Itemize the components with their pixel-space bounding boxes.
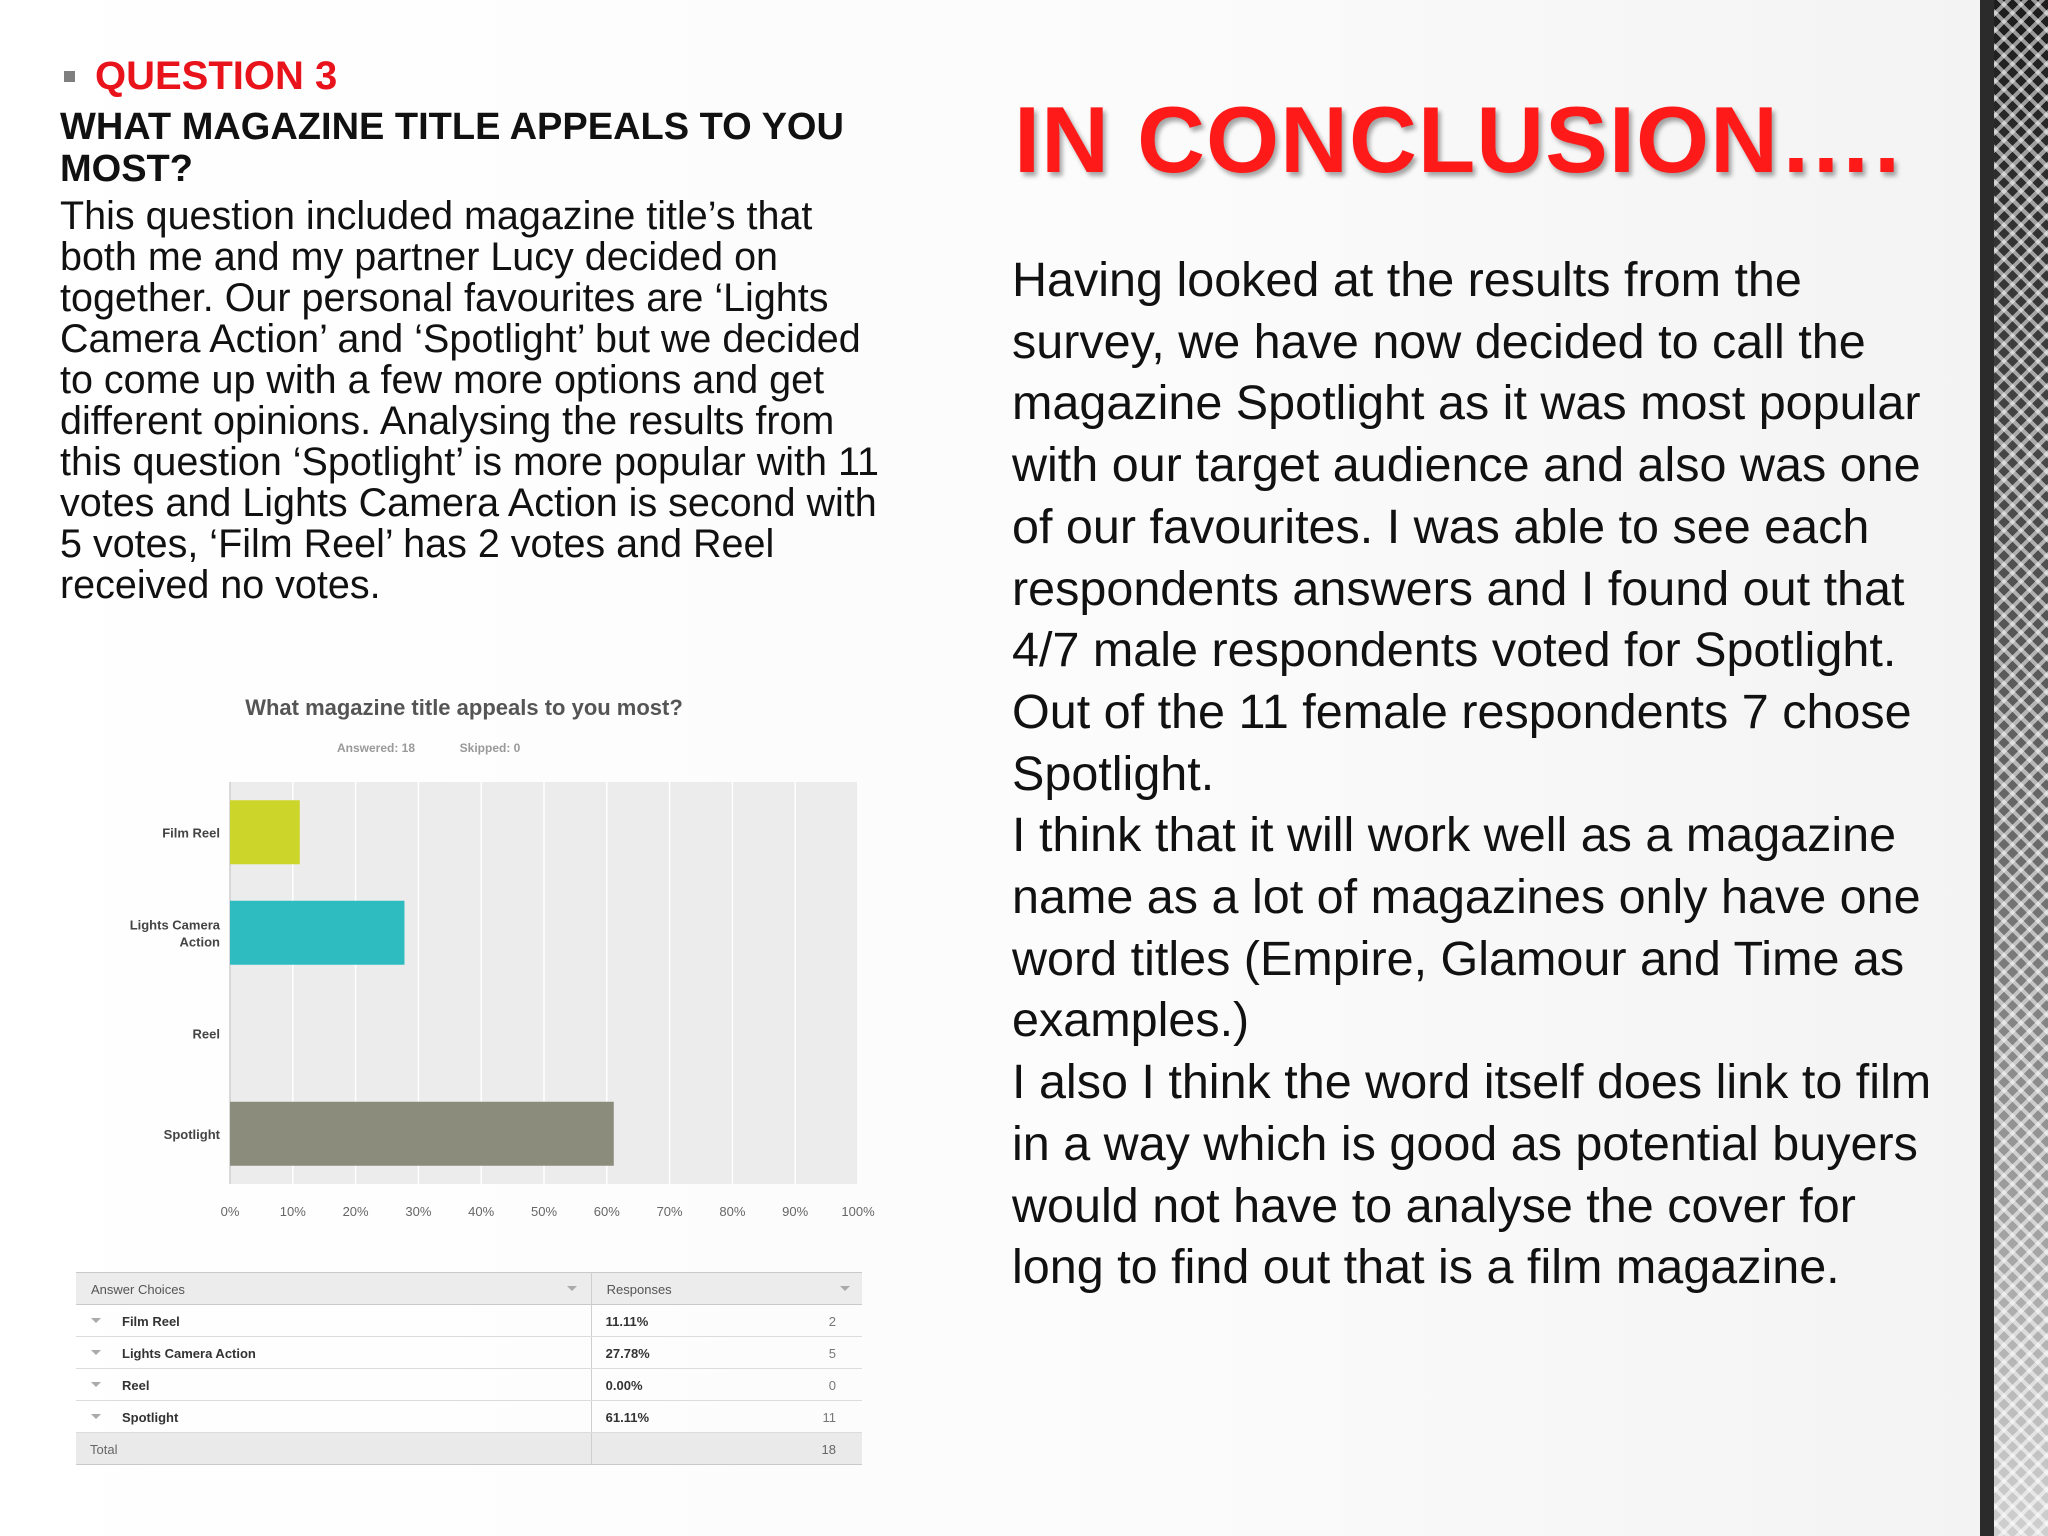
x-tick-label: 50% bbox=[530, 1204, 558, 1219]
bar bbox=[230, 1102, 614, 1166]
response-percent: 61.11% bbox=[605, 1410, 650, 1425]
question-description: This question included magazine title’s that both me and my partner Lucy decided on together. Our personal favourites are ‘Lights Camera Action’ and ‘Spotlight’ but we decided to come up with a few more options and get different opinions. Analysing the results from this question ‘Spotlight’ is more popular with 11 votes and Lights Camera Action is second with 5 votes, ‘Film Reel’ has 2 votes and Reel received no votes. bbox=[60, 194, 879, 607]
table-total-row bbox=[76, 1433, 862, 1465]
bar-chart bbox=[76, 680, 875, 1220]
answer-choices-header[interactable] bbox=[76, 1273, 591, 1305]
survey-chart bbox=[76, 680, 875, 1220]
square-bullet-icon bbox=[64, 71, 75, 82]
response-cell bbox=[591, 1401, 862, 1433]
edge-pattern bbox=[1994, 0, 2048, 1536]
conclusion-text bbox=[1012, 250, 1932, 1299]
response-percent: 0.00% bbox=[605, 1378, 643, 1393]
answer-choice: Reel bbox=[122, 1378, 150, 1393]
category-label: Reel bbox=[192, 1026, 220, 1042]
answer-choice: Film Reel bbox=[122, 1314, 180, 1329]
responses-table bbox=[76, 1272, 862, 1465]
table-header bbox=[76, 1273, 862, 1305]
question-number: QUESTION 3 bbox=[95, 53, 338, 98]
x-tick-label: 0% bbox=[220, 1204, 240, 1219]
response-count: 11 bbox=[822, 1410, 836, 1425]
category-label: Spotlight bbox=[163, 1126, 220, 1142]
total-value-cell bbox=[591, 1433, 862, 1465]
x-tick-label: 70% bbox=[656, 1204, 683, 1219]
question-header bbox=[60, 52, 890, 100]
table-row bbox=[76, 1401, 862, 1433]
chart-title: What magazine title appeals to you most? bbox=[245, 695, 683, 720]
response-cell bbox=[591, 1337, 862, 1369]
response-count: 5 bbox=[828, 1346, 836, 1361]
x-tick-label: 60% bbox=[593, 1204, 620, 1219]
conclusion-paragraph: I think that it will work well as a magazine name as a lot of magazines only have one word titles (Empire, Glamour and Time as examples.) bbox=[1012, 808, 1921, 1048]
question-title: WHAT MAGAZINE TITLE APPEALS TO YOU MOST? bbox=[60, 106, 844, 190]
edge-rail bbox=[1980, 0, 1994, 1536]
chart-skipped: Skipped: 0 bbox=[459, 741, 521, 755]
answer-choice-cell bbox=[76, 1401, 591, 1433]
answer-choice-cell bbox=[76, 1337, 591, 1369]
chart-answered: Answered: 18 bbox=[336, 741, 416, 755]
total-value: 18 bbox=[821, 1442, 836, 1457]
answer-choice: Lights Camera Action bbox=[122, 1346, 256, 1361]
total-label-cell bbox=[76, 1433, 591, 1465]
responses-label: Responses bbox=[606, 1282, 672, 1297]
conclusion-paragraph: I also I think the word itself does link to film in a way which is good as potential buyers would not have to analyse the cover for long to find out that is a film magazine. bbox=[1012, 1055, 1932, 1295]
bar bbox=[230, 800, 300, 864]
sort-caret-icon[interactable] bbox=[567, 1286, 577, 1291]
total-label: Total bbox=[90, 1442, 118, 1457]
bar bbox=[230, 901, 404, 965]
response-cell bbox=[591, 1305, 862, 1337]
x-tick-label: 90% bbox=[782, 1204, 809, 1219]
sort-caret-icon[interactable] bbox=[840, 1286, 850, 1291]
answer-choice-cell bbox=[76, 1369, 591, 1401]
question-section bbox=[60, 52, 890, 606]
table-row bbox=[76, 1305, 862, 1337]
expand-caret-icon[interactable] bbox=[91, 1350, 101, 1355]
table-row bbox=[76, 1369, 862, 1401]
response-count: 0 bbox=[828, 1378, 836, 1393]
expand-caret-icon[interactable] bbox=[91, 1382, 101, 1387]
category-label: Lights Camera bbox=[129, 917, 220, 933]
table-row bbox=[76, 1337, 862, 1369]
decorative-edge-strip bbox=[1980, 0, 2048, 1536]
response-percent: 27.78% bbox=[605, 1346, 650, 1361]
category-label: Action bbox=[179, 934, 220, 950]
expand-caret-icon[interactable] bbox=[91, 1318, 101, 1323]
x-tick-label: 30% bbox=[405, 1204, 432, 1219]
answer-choice: Spotlight bbox=[122, 1410, 179, 1425]
x-tick-label: 20% bbox=[342, 1204, 369, 1219]
responses-header[interactable] bbox=[591, 1273, 862, 1305]
response-percent: 11.11% bbox=[605, 1314, 649, 1329]
expand-caret-icon[interactable] bbox=[91, 1414, 101, 1419]
conclusion-heading: IN CONCLUSION…. bbox=[1014, 87, 1902, 192]
x-tick-label: 40% bbox=[468, 1204, 495, 1219]
category-label: Film Reel bbox=[162, 825, 220, 841]
response-cell bbox=[591, 1369, 862, 1401]
x-tick-label: 10% bbox=[279, 1204, 306, 1219]
answer-choice-cell bbox=[76, 1305, 591, 1337]
x-tick-label: 80% bbox=[719, 1204, 746, 1219]
response-count: 2 bbox=[828, 1314, 836, 1329]
answer-choices-label: Answer Choices bbox=[91, 1282, 185, 1297]
conclusion-paragraph: Having looked at the results from the survey, we have now decided to call the magazine Spotlight as it was most popular with our target audience and also was one of our favourites. I was able to see each respondents answers and I found out that 4/7 male respondents voted for Spotlight. Out of the 11 female respondents 7 chose Spotlight. bbox=[1012, 253, 1921, 801]
x-tick-label: 100% bbox=[841, 1204, 875, 1219]
